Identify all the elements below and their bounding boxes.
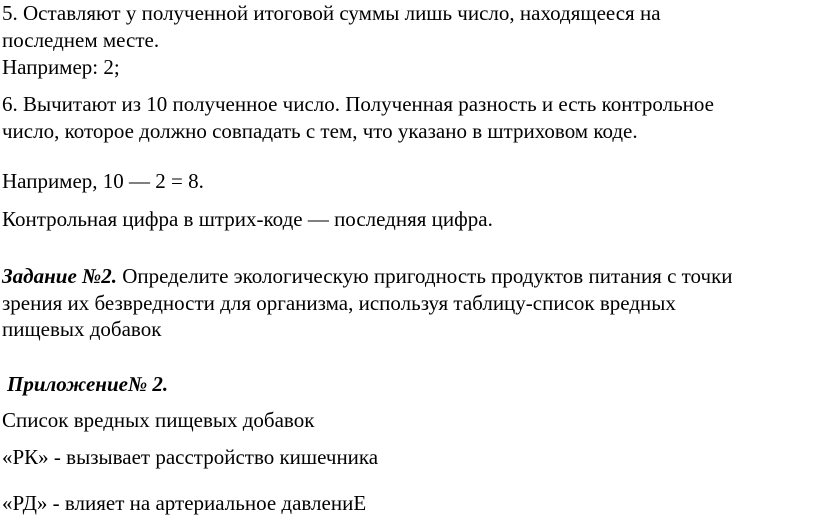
list-item: «РД» - влияет на артериальное давлениЕ <box>2 491 367 515</box>
task2-text-line3: пищевых добавок <box>2 317 162 341</box>
appendix-list-title: Список вредных пищевых добавок <box>2 408 315 432</box>
list-item: «РК» - вызывает расстройство кишечника <box>2 445 379 469</box>
task2-label: Задание №2. <box>2 264 117 288</box>
step5-example: Например: 2; <box>2 55 120 79</box>
task2-line1 <box>2 263 733 289</box>
step6-line2: число, которое должно совпадать с тем, что указано в штриховом коде. <box>2 119 638 143</box>
task2-text-line1: Определите экологическую пригодность продуктов питания с точки <box>116 264 733 288</box>
control-digit-note: Контрольная цифра в штрих-коде — последняя цифра. <box>2 207 493 231</box>
step6-example: Например, 10 — 2 = 8. <box>2 169 204 193</box>
task2-text-line2: зрения их безвредности для организма, используя таблицу-список вредных <box>2 291 676 315</box>
step6-line1: 6. Вычитают из 10 полученное число. Полученная разность и есть контрольное <box>2 92 714 116</box>
step5-line1: 5. Оставляют у полученной итоговой суммы лишь число, находящееся на <box>2 1 661 25</box>
step5-line2: последнем месте. <box>2 28 160 52</box>
appendix-title: Приложение№ 2. <box>7 372 169 396</box>
